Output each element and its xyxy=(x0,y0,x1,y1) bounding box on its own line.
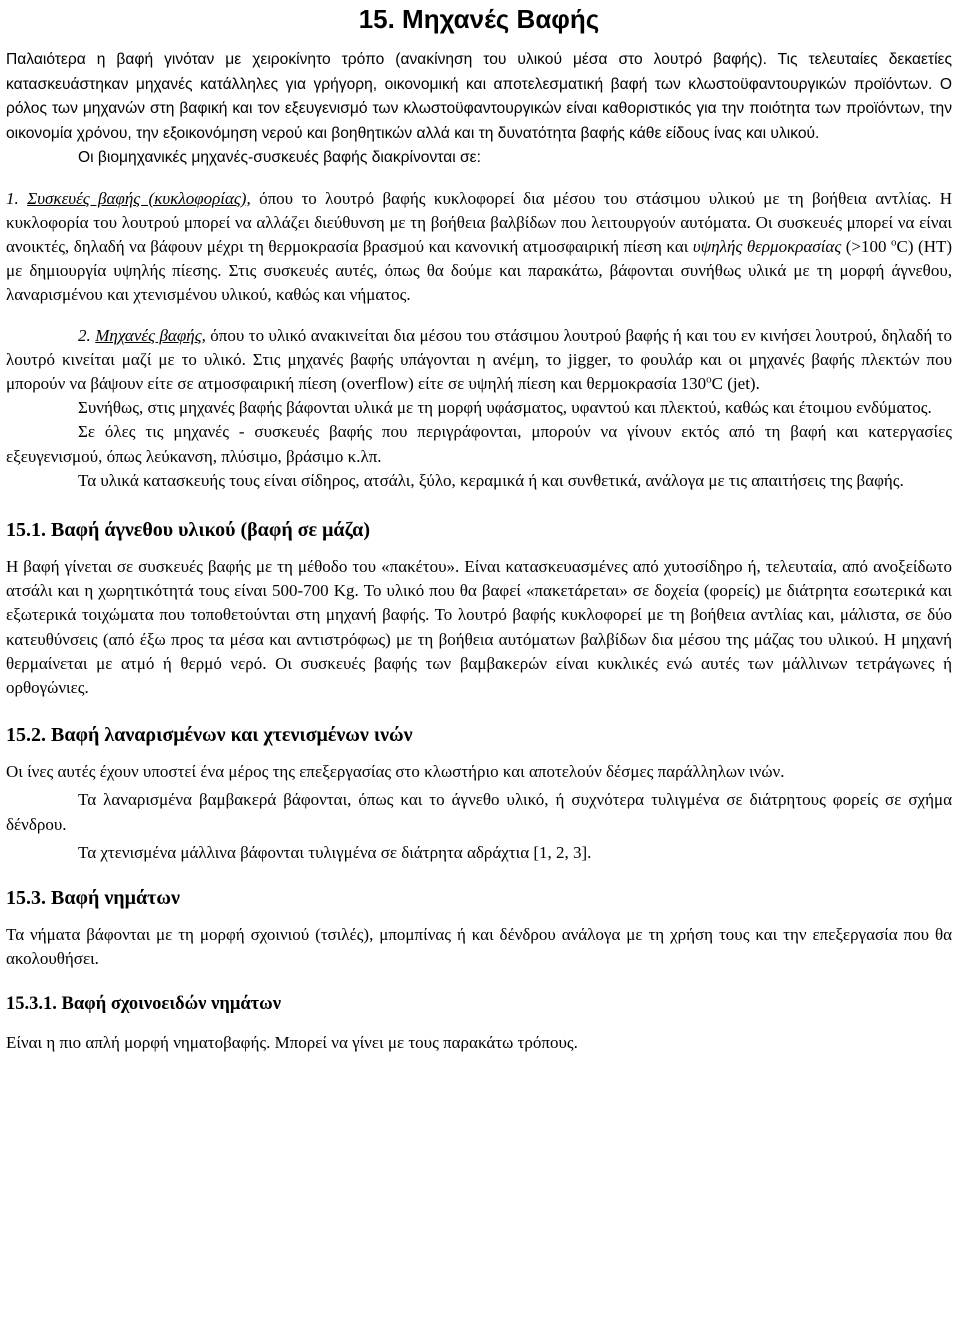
list-item-2 xyxy=(6,324,952,397)
list-item-1-emphasis: υψηλής θερμοκρασίας xyxy=(692,236,842,256)
section-15-1-body: Η βαφή γίνεται σε συσκευές βαφής με τη μέθοδο του «πακέτου». Είναι κατασκευασμένες από χυτοσίδηρο ή, τελευταία, από ανοξείδωτο ατσάλι και η χωρητικότητά τους είναι 500-700 Kg. Το υλικό που θα βαφεί «πακετάρεται» σε δοχεία (φορείς) με διάτρητα εσωτερικά και εξωτερικά τοιχώματα που τοποθετούνται στη μηχανή βαφής. Το λουτρό βαφής κυκλοφορεί με τη βοήθεια αντλίας και, μάλιστα, σε δύο κατευθύνσεις (από έξω προς τα μέσα και αντιστρόφως) με τη βοήθεια αυτόματων βαλβίδων δια μέσου της μάζας του υλικού. Η μηχανή θερμαίνεται με ατμό ή θερμό νερό. Οι συσκευές βαφής των βαμβακερών είναι κυκλικές ενώ αυτές των μάλλινων τετράγωνες ή ορθογώνιες. xyxy=(6,556,952,697)
degree-symbol: o xyxy=(706,373,712,386)
section-15-2-paragraph: Τα λαναρισμένα βαμβακερά βάφονται, όπως και το άγνεθο υλικό, ή συχνότερα τυλιγμένα σε διάτρητους φορείς σε σχήμα δένδρου. xyxy=(6,790,952,834)
section-15-2-paragraph: Τα χτενισμένα μάλλινα βάφονται τυλιγμένα σε διάτρητα αδράχτια [1, 2, 3]. xyxy=(78,842,592,862)
section-15-3-1-body: Είναι η πιο απλή μορφή νηματοβαφής. Μπορεί να γίνει με τους παρακάτω τρόπους. xyxy=(6,1033,578,1053)
document-page xyxy=(6,0,952,1056)
list-item-2-number: 2. xyxy=(78,325,91,345)
list-item-1-term: Συσκευές βαφής (κυκλοφορίας), xyxy=(27,188,251,208)
paragraph: Σε όλες τις μηχανές - συσκευές βαφής που περιγράφονται, μπορούν να γίνουν εκτός από τη βαφή και κατεργασίες εξευγενισμού, όπως λεύκανση, πλύσιμο, βράσιμο κ.λπ. xyxy=(6,422,952,466)
page-title: 15. Μηχανές Βαφής xyxy=(358,4,600,34)
section-heading-15-3: 15.3. Βαφή νημάτων xyxy=(6,886,180,909)
list-item-1-text-c: C) (HT) με δημιουργία υψηλής πίεσης. Στις συσκευές αυτές, όπως θα δούμε και παρακάτω, βάφονται συνήθως υλικά με τη μορφή άγνεθου, λαναρισμένου και χτενισμένου υλικού, καθώς και νήματος. xyxy=(6,236,953,305)
list-item-1-number: 1. xyxy=(6,188,19,208)
list-item-1-text-a: όπου το λουτρό βαφής κυκλοφορεί δια μέσου του στάσιμου υλικού με τη βοήθεια αντλίας. Η κυκλοφορία του λουτρού μπορεί να αλλάζει διεύθυνση με τη βοήθεια βαλβίδων που λειτουργούν αυτόματα. Οι συσκευές μπορεί να είναι ανοικτές, δηλαδή να βάφουν μέχρι τη θερμοκρασία βρασμού και κανονική ατμοσφαιρική πίεση και xyxy=(6,188,952,256)
list-item-2-text-a: όπου το υλικό ανακινείται δια μέσου του στάσιμου λουτρού βαφής ή και του εν κινήσει λουτρού, δηλαδή το λουτρό κινείται μαζί με το υλικό. Στις μηχανές βαφής υπάγονται η ανέμη, το jigger, το φουλάρ και οι μηχανές βαφής πλεκτών που μπορούν να βάψουν είτε σε ατμοσφαιρική πίεση (overflow) είτε σε υψηλή πίεση και θερμοκρασία 130 xyxy=(6,325,953,393)
paragraph: Συνήθως, στις μηχανές βαφής βάφονται υλικά με τη μορφή υφάσματος, υφαντού και πλεκτού, καθώς και έτοιμου ενδύματος. xyxy=(78,398,932,418)
list-item-1-text-b: (>100 xyxy=(841,236,892,256)
paragraph: Τα υλικά κατασκευής τους είναι σίδηρος, ατσάλι, ξύλο, κεραμικά ή και συνθετικά, ανάλογα με τις απαιτήσεις της βαφής. xyxy=(78,470,904,490)
section-heading-15-2: 15.2. Βαφή λαναρισμένων και χτενισμένων ινών xyxy=(6,724,413,747)
list-item-1 xyxy=(6,187,952,308)
section-heading-15-1: 15.1. Βαφή άγνεθου υλικού (βαφή σε μάζα) xyxy=(6,518,370,541)
list-item-2-text-b: C (jet). xyxy=(711,373,760,393)
section-15-3-body: Τα νήματα βάφονται με τη μορφή σχοινιού (τσιλές), μπομπίνας ή και δένδρου ανάλογα με τη χρήση τους και την επεξεργασία που θα ακολουθήσει. xyxy=(6,924,952,969)
intro-paragraph: Παλαιότερα η βαφή γινόταν με χειροκίνητο τρόπο (ανακίνηση του υλικού μέσα στο λουτρό βαφής). Τις τελευταίες δεκαετίες κατασκευάστηκαν μηχανές κατάλληλες για γρήγορη, οικονομική και αποτελεσματική βαφή των κλωστοϋφαντουργικών προϊόντων. Ο ρόλος των μηχανών στη βαφική και τον εξευγενισμό των κλωστοϋφαντουργικών είναι καθοριστικός για την ποιότητα των προϊόντων, την οικονομία χρόνου, την εξοικονόμηση νερού και βοηθητικών αλλά και τη δυνατότητα βαφής κάθε είδους ίνας και υλικού. xyxy=(6,51,952,142)
section-heading-15-3-1: 15.3.1. Βαφή σχοινοειδών νημάτων xyxy=(6,994,281,1015)
list-item-2-term: Μηχανές βαφής, xyxy=(95,325,206,345)
section-15-2-paragraph: Οι ίνες αυτές έχουν υποστεί ένα μέρος της επεξεργασίας στο κλωστήριο και αποτελούν δέσμες παράλληλων ινών. xyxy=(6,762,785,782)
intro-list-lead: Οι βιομηχανικές μηχανές-συσκευές βαφής διακρίνονται σε: xyxy=(78,149,481,166)
degree-symbol: o xyxy=(891,236,897,249)
